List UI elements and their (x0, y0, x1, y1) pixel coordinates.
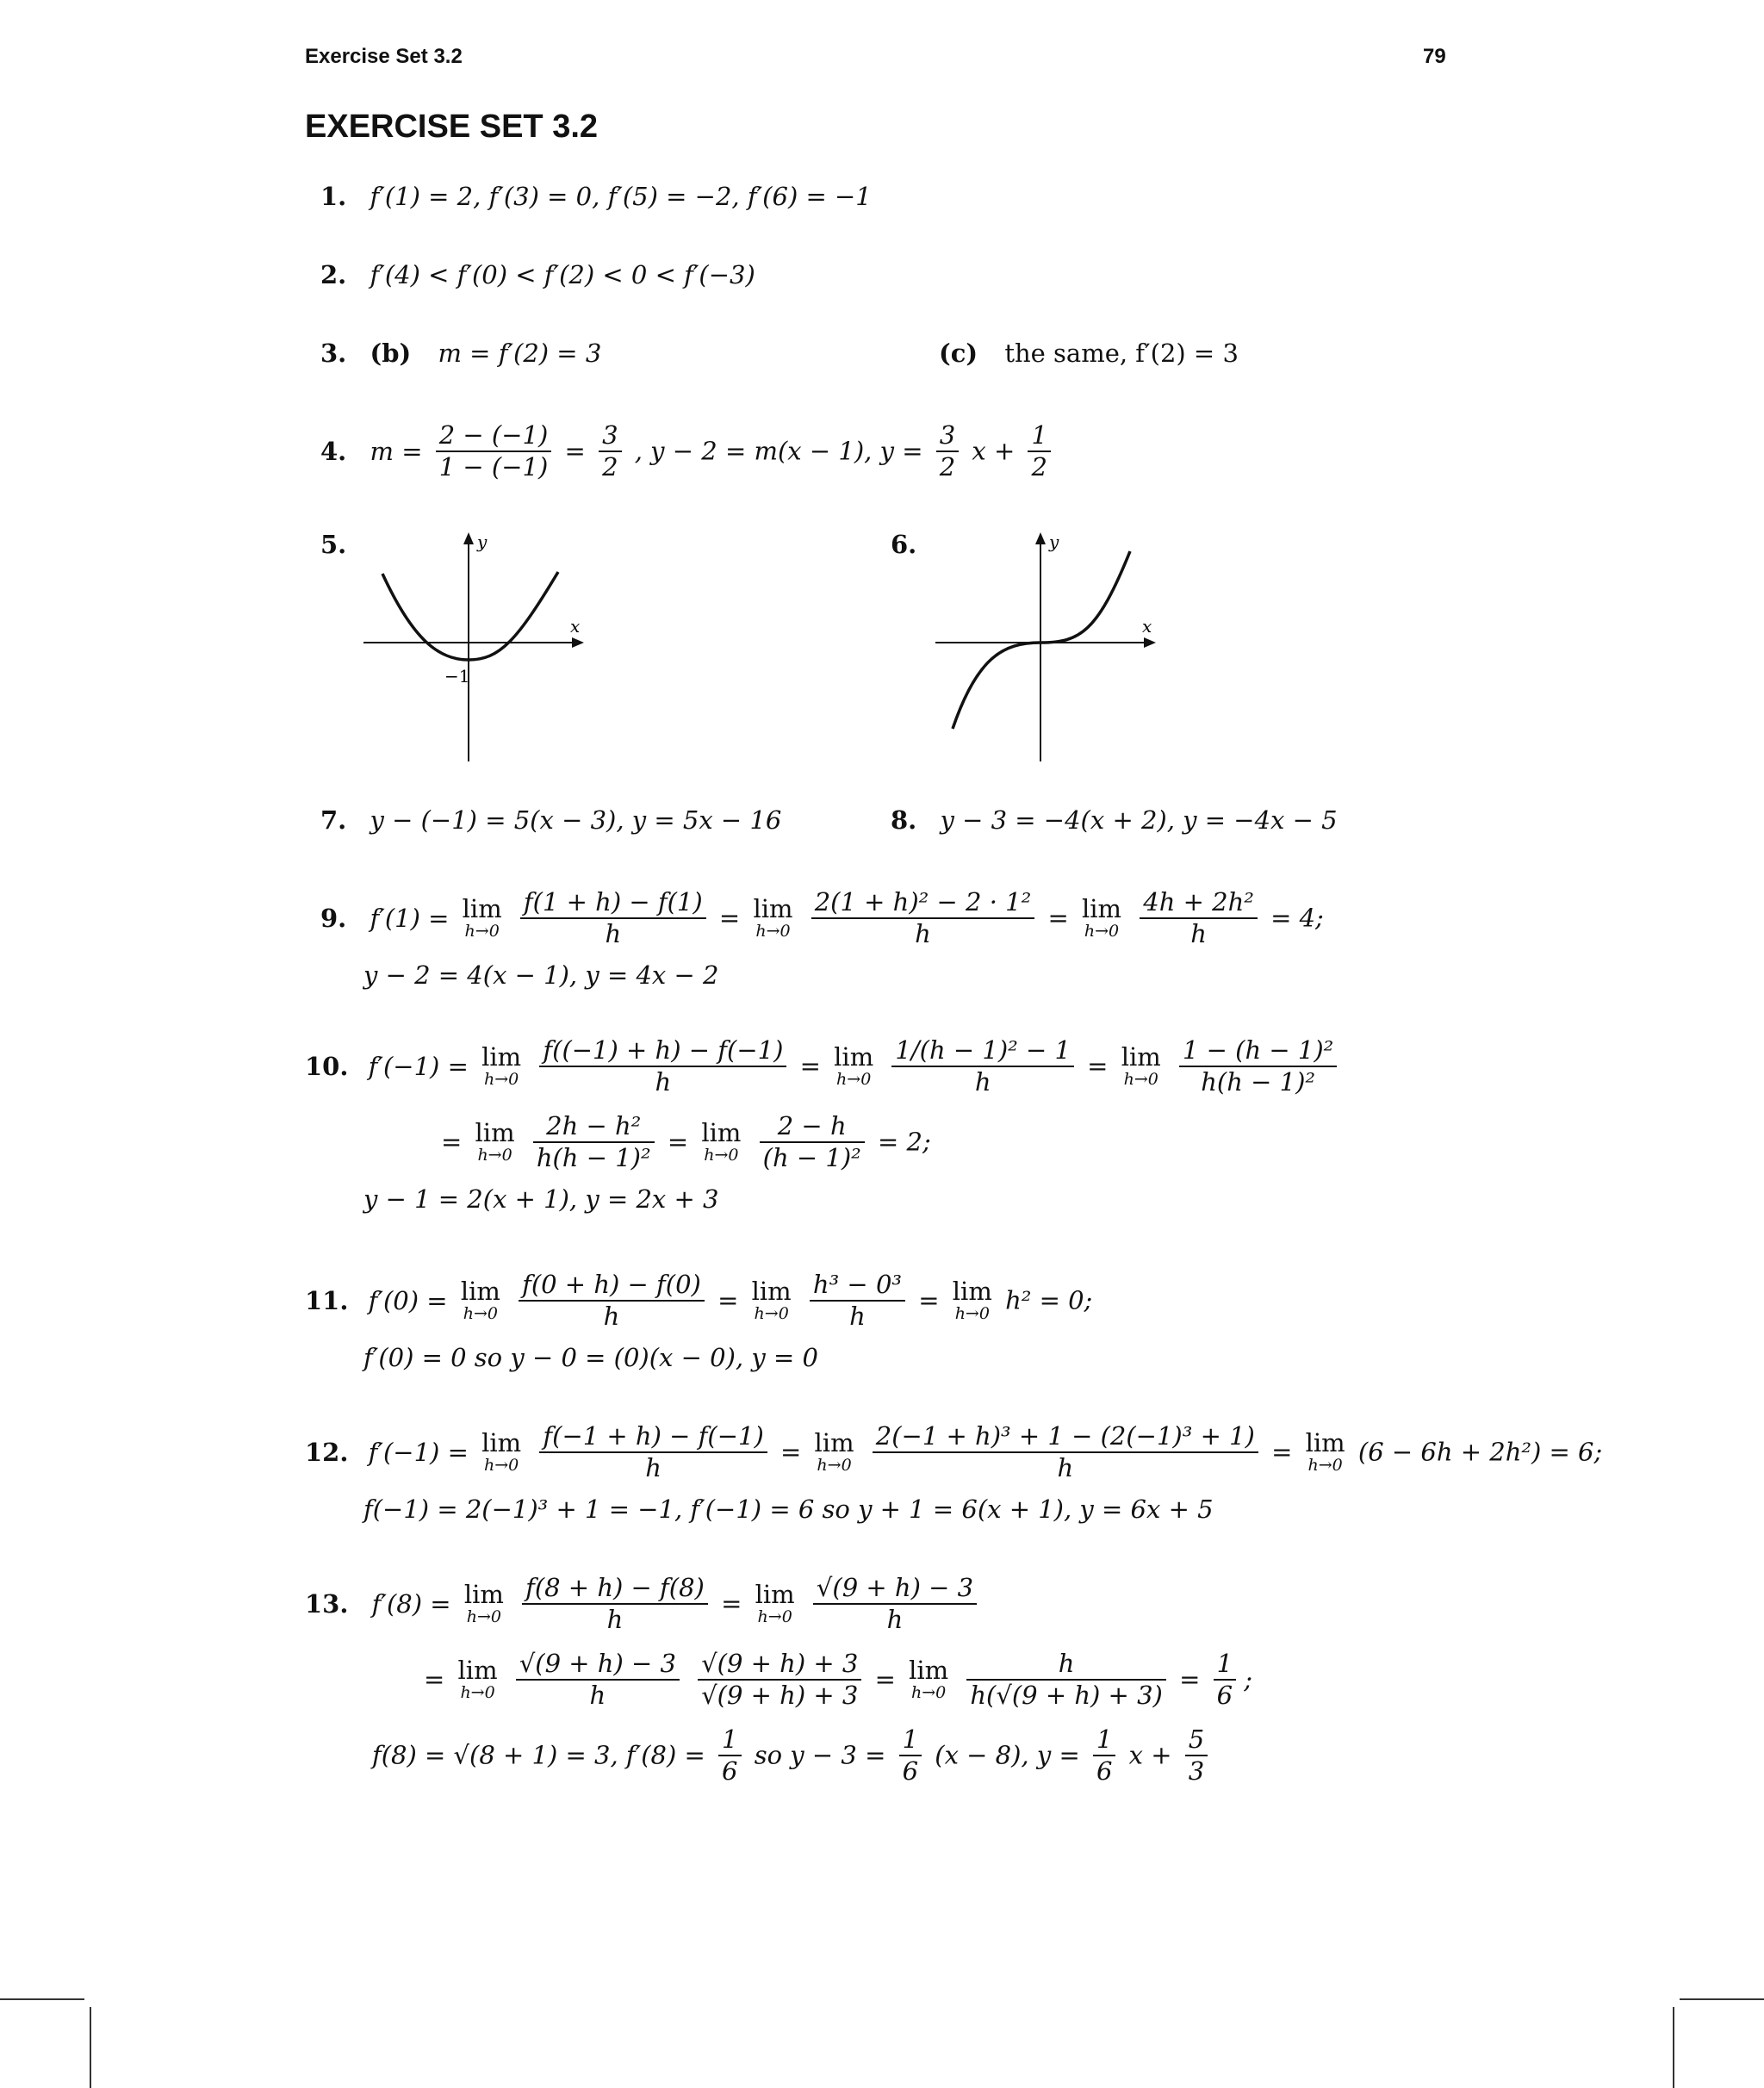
tangent-line: y − 1 = 2(x + 1), y = 2x + 3 (363, 1184, 719, 1214)
fraction: $\frac{\text{1/(h − 1)² − 1}}{h}$ (891, 1035, 1074, 1097)
difference-quotient: $\frac{f(8 + h) - f(8)}{h}$ (522, 1573, 708, 1635)
limit-operator: lim h→0 (834, 1042, 874, 1089)
part-b-label: (b) (370, 339, 412, 368)
numerator: 3 (599, 420, 621, 452)
crop-mark-horizontal-right (1680, 1998, 1764, 2000)
running-title: Exercise Set 3.2 (305, 45, 463, 68)
equals: = (441, 1127, 463, 1157)
part-c-expression: the same, f′(2) = 3 (1004, 339, 1239, 368)
problem-4 (320, 420, 1056, 482)
lhs: f′(−1) = (368, 1437, 469, 1467)
denominator: 2 (602, 452, 618, 482)
limit-operator: lim h→0 (1121, 1042, 1161, 1089)
fraction: $\frac{2 - h}{\text{(h − 1)²}}$ (760, 1111, 865, 1173)
equals: = (667, 1127, 689, 1157)
problem-number: 7. (320, 805, 347, 835)
numerator: 1 (1028, 420, 1050, 452)
crop-mark-horizontal-left (0, 1998, 84, 2000)
difference-quotient: $\frac{f(0 + h) - f(0)}{h}$ (519, 1270, 705, 1332)
crop-mark-vertical-right (1673, 2007, 1674, 2088)
denominator: 2 (1031, 452, 1047, 482)
equals: = (780, 1437, 802, 1467)
problem-11 (305, 1270, 1092, 1384)
fraction: $\frac{\text{2(1 + h)² − 2 · 1²}}{h}$ (811, 887, 1034, 949)
equals: = (799, 1051, 821, 1081)
section-title: EXERCISE SET 3.2 (305, 109, 599, 145)
problem-5 (320, 532, 346, 557)
limit-operator: lim h→0 (481, 1428, 522, 1475)
tick-label: −1 (444, 666, 470, 687)
fraction: $\frac{1}{6}$ (1214, 1649, 1236, 1711)
limit-operator: lim h→0 (481, 1042, 522, 1089)
problem-number: 4. (320, 436, 347, 466)
lhs: f′(8) = (371, 1588, 451, 1619)
conjugate-fraction: $\frac{√(9 + h) + 3}{√(9 + h) + 3}$ (698, 1649, 861, 1711)
fraction: $\frac{\text{h³ − 0³}}{h}$ (810, 1270, 905, 1332)
problem-3-part-c (939, 341, 1239, 366)
limit-operator: lim h→0 (753, 894, 793, 941)
fraction: $\frac{5}{3}$ (1185, 1724, 1208, 1787)
fraction: $\frac{\text{1 − (h − 1)²}}{\text{h(h − 1)²}}$ (1179, 1035, 1337, 1097)
equals: = (718, 903, 741, 933)
problem-number: 12. (305, 1437, 349, 1467)
problem-expression: f′(1) = 2, f′(3) = 0, f′(5) = −2, f′(6) = −1 (370, 182, 872, 211)
part-c-label: (c) (939, 339, 978, 368)
problem-10 (305, 1035, 1342, 1226)
problem-number: 2. (320, 260, 347, 289)
limit-operator: lim h→0 (952, 1277, 992, 1323)
y-axis-arrow (1035, 532, 1046, 544)
problem-expression: y − (−1) = 5(x − 3), y = 5x − 16 (370, 805, 782, 835)
fraction: $\frac{1}{6}$ (899, 1724, 922, 1787)
numerator: 3 (936, 420, 959, 452)
limit-operator: lim h→0 (1305, 1428, 1345, 1475)
limit-operator: lim h→0 (475, 1118, 515, 1165)
limit-operator: lim h→0 (751, 1277, 792, 1323)
result: = 2; (877, 1127, 931, 1157)
problem-number: 11. (305, 1285, 349, 1315)
equals: = (1047, 903, 1069, 933)
problem-6 (891, 532, 916, 557)
difference-quotient: $\frac{f((-1) + h) - f(-1)}{h}$ (539, 1035, 786, 1097)
tangent-line: f′(0) = 0 so y − 0 = (0)(x − 0), y = 0 (363, 1343, 818, 1372)
problem-8 (891, 805, 1338, 835)
y-axis-arrow (463, 532, 474, 544)
tangent-line: y − 2 = 4(x − 1), y = 4x − 2 (363, 960, 719, 990)
graph-problem-6 (934, 529, 1158, 761)
denominator: 1 − (−1) (438, 452, 549, 482)
result: h² = 0; (1005, 1285, 1093, 1315)
graph-problem-5 (362, 529, 586, 761)
text: (x − 8), y = (935, 1740, 1080, 1770)
equals: = (874, 1664, 896, 1694)
x-axis-label: x (1142, 616, 1152, 637)
problem-expression: y − 3 = −4(x + 2), y = −4x − 5 (940, 805, 1338, 835)
point-slope-text: , y − 2 = m(x − 1), y = (634, 436, 923, 466)
fraction: $\frac{√(9 + h) - 3}{h}$ (516, 1649, 680, 1711)
y-axis-label: y (1049, 531, 1059, 552)
equals: = (918, 1285, 940, 1315)
slope-label: m = (370, 436, 423, 466)
difference-quotient: $\frac{f(1 + h) - f(1)}{h}$ (520, 887, 706, 949)
semicolon: ; (1244, 1664, 1253, 1694)
text: so y − 3 = (754, 1740, 886, 1770)
limit-operator: lim h→0 (909, 1656, 949, 1702)
problem-expression: f′(4) < f′(0) < f′(2) < 0 < f′(−3) (370, 260, 755, 289)
x-plus: x + (972, 436, 1016, 466)
fraction: $\frac{\text{4h + 2h²}}{h}$ (1140, 887, 1258, 949)
result: (6 − 6h + 2h²) = 6; (1357, 1437, 1603, 1467)
fraction: $\frac{1}{6}$ (718, 1724, 741, 1787)
equals: = (564, 436, 586, 466)
lhs: f′(−1) = (368, 1051, 469, 1081)
function-value: f(8) = √(8 + 1) = 3, f′(8) = (372, 1740, 705, 1770)
fraction: $\frac{h}{h(√(9 + h) + 3)}$ (966, 1649, 1165, 1711)
result: = 4; (1270, 903, 1324, 933)
problem-number: 3. (320, 339, 347, 368)
problem-number: 13. (305, 1588, 349, 1619)
limit-operator: lim h→0 (460, 1277, 500, 1323)
fraction-intercept (1028, 420, 1050, 482)
problem-1 (320, 184, 872, 209)
fraction: $\frac{\text{2h − h²}}{\text{h(h − 1)²}}$ (533, 1111, 655, 1173)
fraction-coefficient (936, 420, 959, 482)
limit-operator: lim h→0 (462, 894, 502, 941)
problem-number: 5. (320, 530, 347, 559)
problem-3 (320, 341, 601, 366)
x-axis-arrow (572, 637, 584, 648)
lhs: f′(1) = (370, 903, 450, 933)
problem-9 (320, 887, 1324, 1002)
numerator: 2 − (−1) (436, 420, 552, 452)
crop-mark-vertical-left (90, 2007, 91, 2088)
limit-operator: lim h→0 (755, 1580, 795, 1626)
denominator: 2 (939, 452, 956, 482)
difference-quotient: $\frac{f(-1 + h) - f(-1)}{h}$ (539, 1421, 767, 1483)
fraction-slope (436, 420, 552, 482)
page-number: 79 (1423, 45, 1446, 68)
limit-operator: lim h→0 (1081, 894, 1122, 941)
problem-number: 8. (891, 805, 917, 835)
fraction: $\frac{√(9 + h) - 3}{h}$ (813, 1573, 977, 1635)
equals: = (1179, 1664, 1201, 1694)
equals: = (1271, 1437, 1293, 1467)
y-axis-label: y (477, 531, 488, 552)
problem-number: 9. (320, 903, 347, 933)
equals: = (717, 1285, 739, 1315)
tangent-line: f(−1) = 2(−1)³ + 1 = −1, f′(−1) = 6 so y + 1 = 6(x + 1), y = 6x + 5 (363, 1495, 1214, 1524)
limit-operator: lim h→0 (701, 1118, 742, 1165)
equals: = (1087, 1051, 1109, 1081)
problem-number: 10. (305, 1051, 349, 1081)
fraction-three-halves (599, 420, 621, 482)
fraction: $\frac{1}{6}$ (1093, 1724, 1115, 1787)
problem-12 (305, 1421, 1602, 1536)
limit-operator: lim h→0 (457, 1656, 498, 1702)
equals: = (424, 1664, 445, 1694)
text: x + (1128, 1740, 1172, 1770)
limit-operator: lim h→0 (814, 1428, 854, 1475)
part-b-expression: m = f′(2) = 3 (438, 339, 602, 368)
fraction: $\frac{\text{2(−1 + h)³ + 1 − (2(−1)³ + 1)}}{h}$ (873, 1421, 1258, 1483)
problem-2 (320, 260, 755, 289)
problem-7 (320, 805, 782, 835)
equals: = (721, 1588, 742, 1619)
x-axis-arrow (1144, 637, 1156, 648)
problem-number: 1. (320, 182, 347, 211)
lhs: f′(0) = (368, 1285, 448, 1315)
problem-13 (305, 1573, 1252, 1800)
limit-operator: lim h→0 (463, 1580, 504, 1626)
curve (382, 572, 558, 660)
problem-number: 6. (891, 530, 917, 559)
x-axis-label: x (570, 616, 581, 637)
